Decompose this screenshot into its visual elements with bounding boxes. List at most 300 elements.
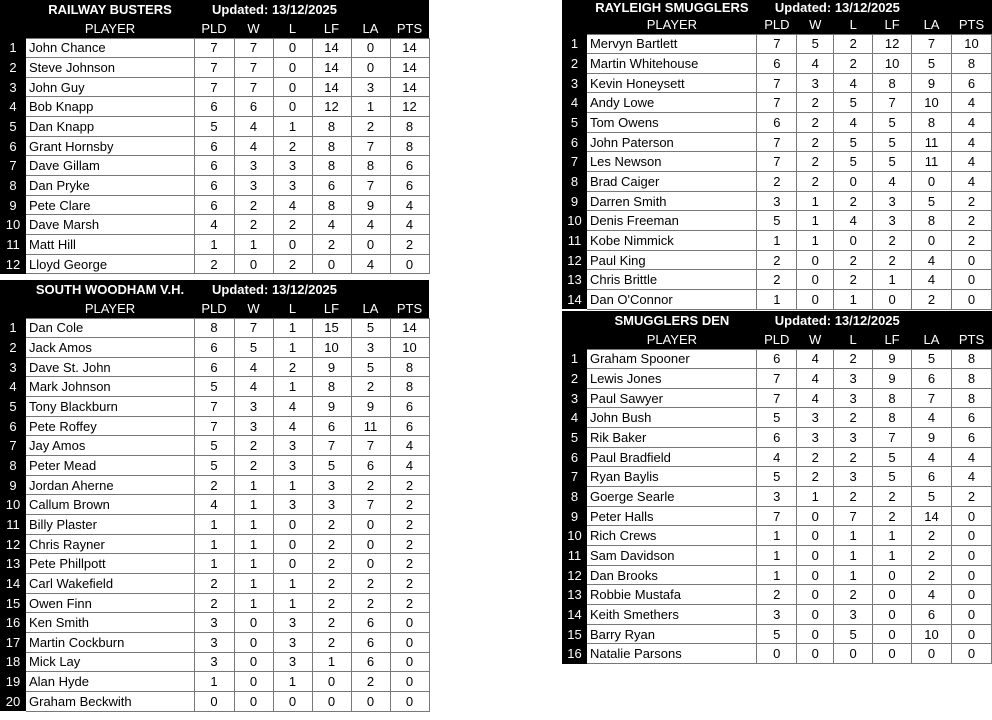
rank-number: 13	[562, 270, 587, 290]
table-row	[562, 369, 992, 389]
table-row	[0, 235, 429, 255]
played-value: 3	[757, 191, 797, 211]
table-row	[0, 38, 429, 58]
player-name: Pete Roffey	[26, 416, 194, 436]
legs-for-value: 0	[873, 565, 912, 585]
player-name: Kobe Nimmick	[587, 231, 757, 251]
points-value: 0	[952, 250, 992, 270]
won-value: 3	[797, 428, 834, 448]
legs-against-value: 2	[351, 574, 390, 594]
col-header-pld: PLD	[757, 15, 797, 34]
points-value: 6	[390, 176, 429, 196]
player-name: Chris Brittle	[587, 270, 757, 290]
rank-number: 8	[0, 176, 26, 196]
col-header-l: L	[273, 19, 312, 38]
played-value: 2	[194, 574, 234, 594]
table-row	[0, 176, 429, 196]
legs-against-value: 2	[912, 546, 952, 566]
lost-value: 1	[273, 475, 312, 495]
lost-value: 3	[273, 176, 312, 196]
table-row	[0, 254, 429, 274]
legs-against-value: 9	[912, 73, 952, 93]
points-value: 4	[952, 172, 992, 192]
legs-against-value: 6	[912, 467, 952, 487]
points-value: 14	[390, 318, 429, 338]
rank-number: 6	[0, 416, 26, 436]
table-row	[0, 613, 429, 633]
lost-value: 4	[273, 397, 312, 417]
rank-number: 13	[562, 585, 587, 605]
points-value: 0	[390, 652, 429, 672]
player-name: Rich Crews	[587, 526, 757, 546]
won-value: 2	[797, 152, 834, 172]
player-name: Alan Hyde	[26, 672, 194, 692]
points-value: 0	[390, 254, 429, 274]
legs-against-value: 4	[351, 254, 390, 274]
won-value: 0	[797, 585, 834, 605]
player-name: Paul King	[587, 250, 757, 270]
player-name: Dave Marsh	[26, 215, 194, 235]
rank-number: 3	[0, 357, 26, 377]
legs-for-value: 8	[312, 195, 351, 215]
played-value: 1	[194, 534, 234, 554]
points-value: 8	[390, 136, 429, 156]
played-value: 7	[757, 388, 797, 408]
rank-number: 8	[0, 456, 26, 476]
legs-against-value: 0	[351, 534, 390, 554]
table-row	[0, 377, 429, 397]
legs-for-value: 3	[312, 475, 351, 495]
legs-for-value: 5	[873, 447, 912, 467]
table-row	[562, 408, 992, 428]
legs-for-value: 7	[873, 428, 912, 448]
won-value: 3	[797, 408, 834, 428]
points-value: 8	[390, 117, 429, 137]
legs-against-value: 7	[351, 495, 390, 515]
player-name: Steve Johnson	[26, 58, 194, 78]
rank-number: 2	[562, 369, 587, 389]
player-name: Mervyn Bartlett	[587, 34, 757, 54]
played-value: 6	[194, 338, 234, 358]
table-row	[0, 456, 429, 476]
legs-against-value: 5	[912, 349, 952, 369]
player-name: Matt Hill	[26, 235, 194, 255]
player-name: Robbie Mustafa	[587, 585, 757, 605]
player-name: Owen Finn	[26, 593, 194, 613]
legs-for-value: 9	[873, 349, 912, 369]
points-value: 2	[952, 191, 992, 211]
legs-for-value: 5	[312, 456, 351, 476]
table-row	[562, 565, 992, 585]
rank-number: 18	[0, 652, 26, 672]
legs-for-value: 5	[873, 113, 912, 133]
rank-number: 8	[562, 487, 587, 507]
legs-for-value: 3	[873, 191, 912, 211]
played-value: 7	[757, 506, 797, 526]
won-value: 0	[234, 613, 273, 633]
table-row	[562, 624, 992, 644]
legs-for-value: 2	[312, 574, 351, 594]
points-value: 10	[952, 34, 992, 54]
lost-value: 3	[273, 156, 312, 176]
points-value: 4	[951, 447, 991, 467]
player-name: Dan Brooks	[587, 565, 757, 585]
player-name: John Chance	[26, 38, 194, 58]
player-name: Brad Caiger	[587, 172, 757, 192]
won-value: 1	[234, 475, 273, 495]
legs-for-value: 1	[873, 270, 912, 290]
player-name: John Paterson	[587, 132, 757, 152]
won-value: 2	[234, 195, 273, 215]
points-value: 2	[390, 554, 429, 574]
rank-number: 6	[562, 132, 587, 152]
col-header-w: W	[234, 19, 273, 38]
legs-against-value: 2	[351, 593, 390, 613]
won-value: 2	[797, 447, 834, 467]
rank-number: 4	[0, 97, 26, 117]
rank-number: 5	[0, 117, 26, 137]
legs-against-value: 11	[351, 416, 390, 436]
lost-value: 2	[834, 447, 873, 467]
player-name: Dan O'Connor	[587, 290, 757, 310]
legs-for-value: 8	[873, 73, 912, 93]
lost-value: 1	[834, 526, 873, 546]
won-value: 3	[234, 416, 273, 436]
table-row	[562, 113, 992, 133]
rank-number: 12	[0, 254, 26, 274]
points-value: 2	[390, 593, 429, 613]
legs-for-value: 0	[873, 290, 912, 310]
legs-against-value: 9	[351, 195, 390, 215]
league-table-railway-busters	[0, 0, 430, 274]
played-value: 5	[194, 117, 234, 137]
points-value: 4	[390, 195, 429, 215]
rank-number: 1	[562, 34, 587, 54]
points-value: 2	[951, 487, 991, 507]
legs-against-value: 0	[351, 235, 390, 255]
legs-for-value: 14	[312, 77, 351, 97]
col-header-la: LA	[351, 299, 390, 318]
player-name: Dan Cole	[26, 318, 194, 338]
updated-date: Updated: 13/12/2025	[194, 0, 429, 19]
won-value: 1	[234, 495, 273, 515]
updated-date: Updated: 13/12/2025	[757, 311, 992, 330]
points-value: 2	[952, 231, 992, 251]
points-value: 2	[390, 515, 429, 535]
points-value: 0	[952, 270, 992, 290]
won-value: 4	[797, 349, 834, 369]
played-value: 5	[757, 467, 797, 487]
legs-for-value: 9	[873, 369, 912, 389]
player-name: Darren Smith	[587, 191, 757, 211]
points-value: 0	[951, 526, 991, 546]
table-row	[0, 77, 429, 97]
points-value: 4	[952, 152, 992, 172]
won-value: 3	[234, 176, 273, 196]
player-name: Mick Lay	[26, 652, 194, 672]
lost-value: 2	[834, 408, 873, 428]
lost-value: 3	[834, 605, 873, 625]
points-value: 0	[390, 633, 429, 653]
table-row	[0, 652, 429, 672]
player-name: Jordan Aherne	[26, 475, 194, 495]
table-row	[0, 534, 429, 554]
points-value: 8	[951, 388, 991, 408]
table-row	[562, 506, 992, 526]
won-value: 3	[234, 397, 273, 417]
col-header-w: W	[797, 330, 834, 349]
col-header-pts: PTS	[390, 19, 429, 38]
league-title: RAILWAY BUSTERS	[26, 0, 194, 19]
rank-number: 15	[0, 593, 26, 613]
lost-value: 2	[834, 585, 873, 605]
legs-for-value: 2	[873, 487, 912, 507]
legs-for-value: 10	[312, 338, 351, 358]
player-name: Dan Pryke	[26, 176, 194, 196]
played-value: 7	[757, 132, 797, 152]
played-value: 3	[194, 633, 234, 653]
won-value: 0	[797, 605, 834, 625]
rank-number: 16	[0, 613, 26, 633]
played-value: 2	[194, 593, 234, 613]
col-header-player: PLAYER	[587, 330, 757, 349]
played-value: 7	[194, 416, 234, 436]
updated-date: Updated: 13/12/2025	[194, 280, 429, 299]
table-row	[562, 605, 992, 625]
player-name: Bob Knapp	[26, 97, 194, 117]
rank-number: 10	[0, 215, 26, 235]
lost-value: 5	[834, 132, 873, 152]
col-header-pts: PTS	[952, 15, 992, 34]
table-row	[562, 428, 992, 448]
played-value: 1	[757, 546, 797, 566]
player-name: Billy Plaster	[26, 515, 194, 535]
rank-number: 20	[0, 691, 26, 711]
legs-against-value: 7	[912, 388, 952, 408]
won-value: 1	[234, 574, 273, 594]
col-header-player: PLAYER	[26, 299, 194, 318]
legs-for-value: 12	[873, 34, 912, 54]
legs-against-value: 0	[912, 644, 952, 664]
player-name: Carl Wakefield	[26, 574, 194, 594]
rank-number: 14	[562, 290, 587, 310]
played-value: 6	[194, 97, 234, 117]
legs-for-value: 0	[873, 644, 912, 664]
rank-number: 9	[562, 191, 587, 211]
legs-against-value: 2	[351, 475, 390, 495]
lost-value: 5	[834, 624, 873, 644]
legs-for-value: 12	[312, 97, 351, 117]
legs-against-value: 6	[351, 633, 390, 653]
lost-value: 2	[273, 357, 312, 377]
league-title: RAYLEIGH SMUGGLERS	[587, 0, 757, 15]
lost-value: 3	[273, 495, 312, 515]
player-name: Sam Davidson	[587, 546, 757, 566]
played-value: 6	[194, 195, 234, 215]
league-title: SMUGGLERS DEN	[587, 311, 757, 330]
legs-against-value: 0	[351, 554, 390, 574]
rank-number: 2	[0, 58, 26, 78]
points-value: 0	[951, 546, 991, 566]
legs-against-value: 4	[912, 250, 952, 270]
lost-value: 0	[834, 172, 873, 192]
league-table-south-woodham	[0, 280, 430, 712]
legs-for-value: 9	[312, 357, 351, 377]
lost-value: 0	[273, 554, 312, 574]
points-value: 0	[951, 644, 991, 664]
player-name: Peter Mead	[26, 456, 194, 476]
points-value: 4	[390, 436, 429, 456]
legs-for-value: 8	[312, 136, 351, 156]
points-value: 14	[390, 38, 429, 58]
lost-value: 0	[273, 515, 312, 535]
legs-for-value: 3	[312, 495, 351, 515]
lost-value: 5	[834, 93, 873, 113]
played-value: 1	[194, 554, 234, 574]
table-row	[0, 436, 429, 456]
legs-for-value: 6	[312, 176, 351, 196]
legs-for-value: 0	[873, 605, 912, 625]
won-value: 2	[797, 467, 834, 487]
lost-value: 0	[273, 534, 312, 554]
col-header-l: L	[273, 299, 312, 318]
lost-value: 2	[834, 349, 873, 369]
points-value: 0	[952, 290, 992, 310]
legs-for-value: 1	[873, 526, 912, 546]
rank-number: 15	[562, 624, 587, 644]
legs-against-value: 4	[912, 447, 952, 467]
legs-for-value: 2	[873, 231, 912, 251]
table-row	[562, 349, 992, 369]
played-value: 2	[757, 250, 797, 270]
lost-value: 1	[834, 546, 873, 566]
legs-against-value: 2	[351, 672, 390, 692]
played-value: 6	[757, 428, 797, 448]
player-name: John Bush	[587, 408, 757, 428]
lost-value: 1	[273, 377, 312, 397]
legs-against-value: 3	[351, 338, 390, 358]
rank-number: 5	[562, 113, 587, 133]
played-value: 6	[757, 54, 797, 74]
lost-value: 4	[273, 195, 312, 215]
won-value: 0	[797, 270, 834, 290]
col-header-lf: LF	[873, 15, 912, 34]
won-value: 1	[234, 593, 273, 613]
won-value: 7	[234, 58, 273, 78]
legs-against-value: 11	[912, 132, 952, 152]
player-name: Martin Whitehouse	[587, 54, 757, 74]
rank-number: 10	[0, 495, 26, 515]
won-value: 1	[234, 554, 273, 574]
table-row	[0, 672, 429, 692]
col-header-l: L	[834, 15, 873, 34]
won-value: 0	[797, 250, 834, 270]
won-value: 1	[797, 231, 834, 251]
legs-against-value: 9	[912, 428, 952, 448]
lost-value: 7	[834, 506, 873, 526]
col-header-pld: PLD	[757, 330, 797, 349]
won-value: 0	[797, 565, 834, 585]
lost-value: 2	[834, 54, 873, 74]
won-value: 2	[234, 215, 273, 235]
lost-value: 4	[834, 113, 873, 133]
standings-table	[562, 0, 992, 310]
won-value: 2	[234, 456, 273, 476]
points-value: 6	[390, 416, 429, 436]
legs-for-value: 2	[312, 235, 351, 255]
won-value: 1	[797, 191, 834, 211]
points-value: 8	[390, 377, 429, 397]
lost-value: 2	[834, 191, 873, 211]
player-name: Natalie Parsons	[587, 644, 757, 664]
lost-value: 3	[834, 467, 873, 487]
points-value: 12	[390, 97, 429, 117]
player-name: Jack Amos	[26, 338, 194, 358]
table-row	[562, 388, 992, 408]
table-row	[0, 633, 429, 653]
col-header-l: L	[834, 330, 873, 349]
won-value: 4	[234, 136, 273, 156]
player-name: Dave Gillam	[26, 156, 194, 176]
lost-value: 2	[834, 250, 873, 270]
player-name: Callum Brown	[26, 495, 194, 515]
legs-for-value: 2	[312, 554, 351, 574]
table-row	[562, 250, 992, 270]
points-value: 2	[390, 235, 429, 255]
points-value: 6	[390, 156, 429, 176]
played-value: 2	[757, 585, 797, 605]
legs-for-value: 10	[873, 54, 912, 74]
won-value: 1	[797, 487, 834, 507]
legs-against-value: 6	[351, 456, 390, 476]
table-row	[0, 691, 429, 711]
points-value: 6	[390, 397, 429, 417]
table-row	[562, 526, 992, 546]
legs-against-value: 5	[912, 54, 952, 74]
won-value: 0	[797, 290, 834, 310]
player-name: Dan Knapp	[26, 117, 194, 137]
legs-against-value: 7	[351, 136, 390, 156]
rank-number: 3	[562, 388, 587, 408]
lost-value: 5	[834, 152, 873, 172]
legs-for-value: 9	[312, 397, 351, 417]
legs-against-value: 2	[351, 117, 390, 137]
table-row	[562, 191, 992, 211]
played-value: 6	[194, 156, 234, 176]
lost-value: 0	[273, 235, 312, 255]
rank-number: 11	[562, 231, 587, 251]
lost-value: 3	[273, 436, 312, 456]
played-value: 5	[757, 211, 797, 231]
table-row	[562, 93, 992, 113]
won-value: 0	[797, 546, 834, 566]
table-row	[0, 495, 429, 515]
col-header-player: PLAYER	[26, 19, 194, 38]
rank-number: 14	[0, 574, 26, 594]
legs-for-value: 8	[312, 117, 351, 137]
table-row	[562, 54, 992, 74]
lost-value: 3	[834, 428, 873, 448]
player-name: Mark Johnson	[26, 377, 194, 397]
rank-number: 11	[562, 546, 587, 566]
played-value: 1	[194, 235, 234, 255]
played-value: 1	[757, 290, 797, 310]
table-row	[562, 644, 992, 664]
played-value: 7	[757, 93, 797, 113]
table-row	[0, 416, 429, 436]
table-row	[562, 447, 992, 467]
points-value: 6	[951, 428, 991, 448]
